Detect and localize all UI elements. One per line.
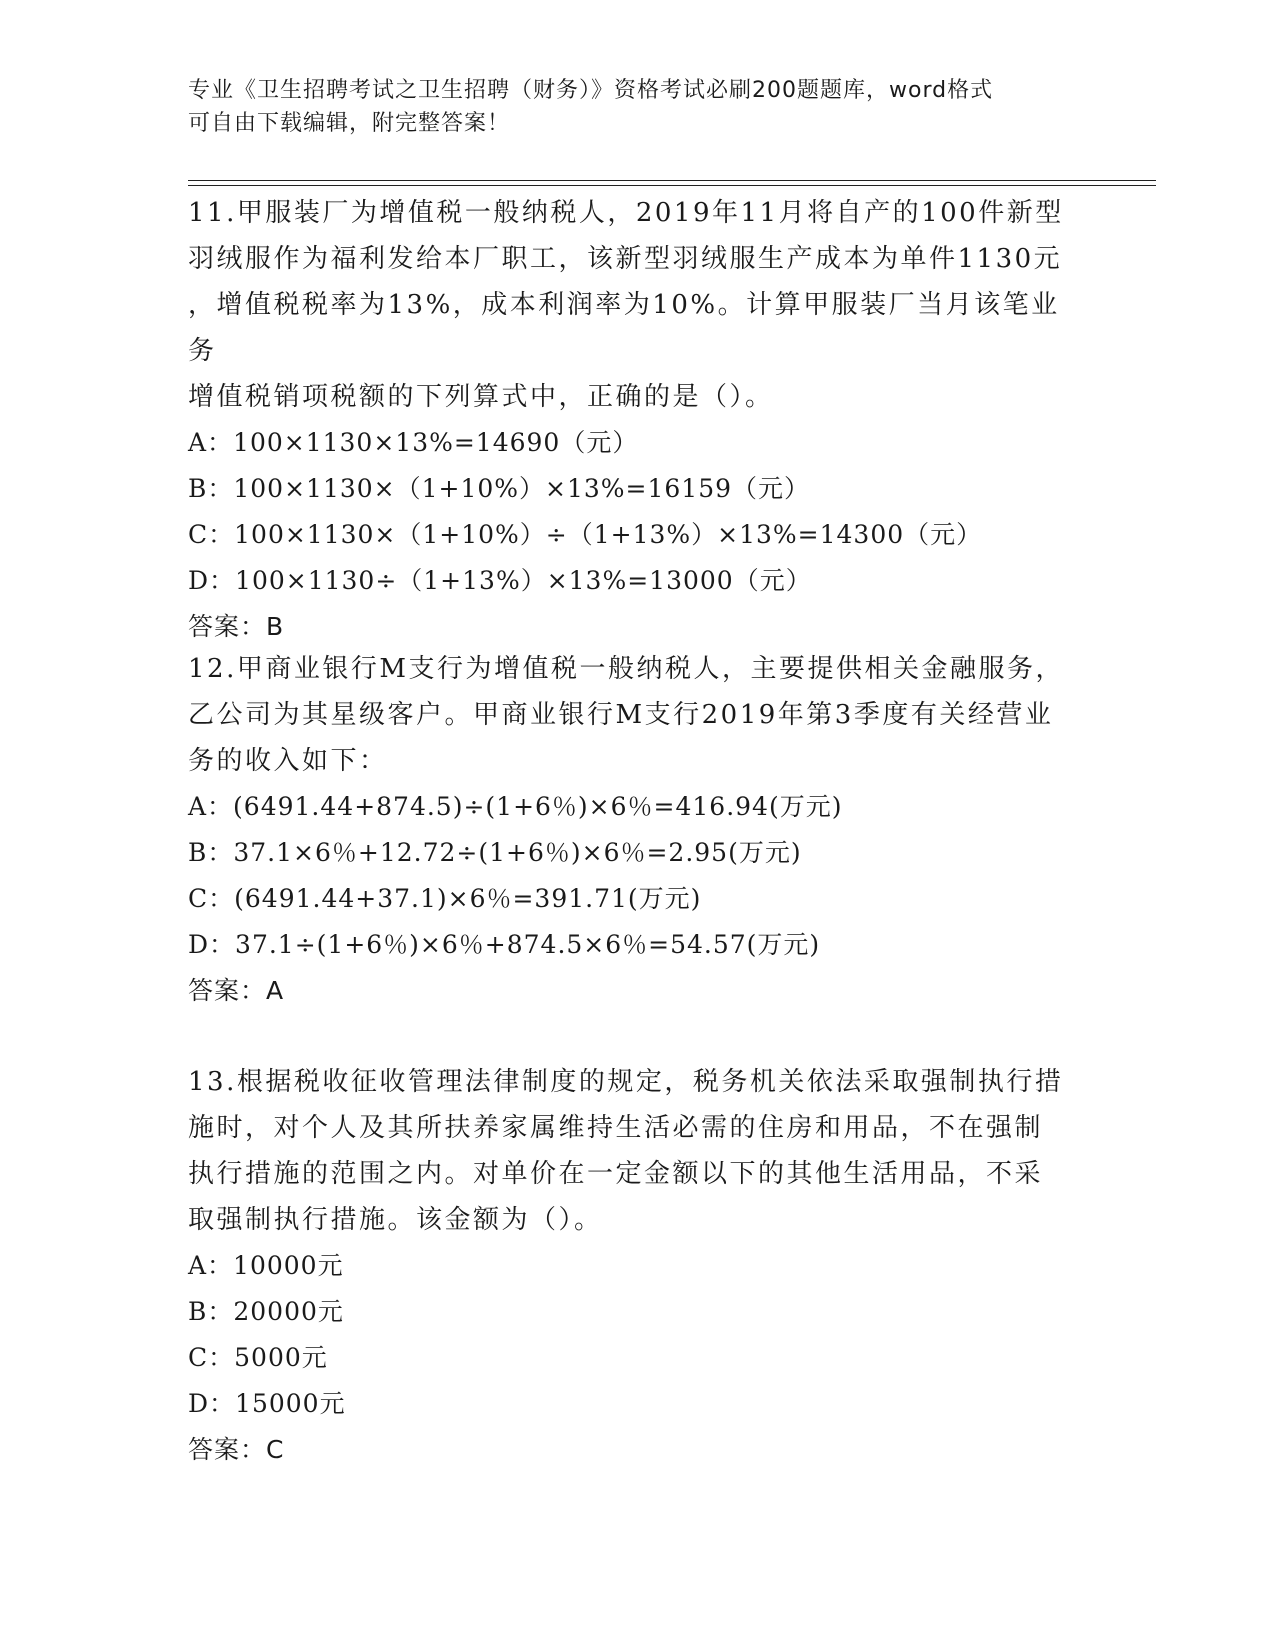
question-stem-line: 执行措施的范围之内。对单价在一定金额以下的其他生活用品，不采 [188,1159,1044,1189]
question-stem-line: 施时，对个人及其所扶养家属维持生活必需的住房和用品，不在强制 [188,1113,1044,1143]
question-stem-line: 13.根据税收征收管理法律制度的规定，税务机关依法采取强制执行措 [188,1067,1064,1097]
question-stem-line: 增值税销项税额的下列算式中，正确的是（）。 [188,382,774,412]
answer: 答案：C [188,1435,285,1464]
option-a: A：(6491.44+874.5)÷(1+6％)×6％=416.94(万元) [188,792,843,821]
option-d: D：100×1130÷（1+13%）×13%=13000（元） [188,566,812,595]
option-a: A：100×1130×13%=14690（元） [188,428,639,457]
question-stem-line: 乙公司为其星级客户。甲商业银行M支行2019年第3季度有关经营业 [188,700,1054,730]
question-stem-line: 羽绒服作为福利发给本厂职工，该新型羽绒服生产成本为单件1130元 [188,244,1063,274]
header-line-1: 专业《卫生招聘考试之卫生招聘（财务）》资格考试必刷200题题库，word格式 [188,78,994,103]
header-line-2: 可自由下载编辑，附完整答案！ [188,111,511,136]
option-b: B：100×1130×（1+10%）×13%=16159（元） [188,474,811,503]
option-d: D：37.1÷(1+6％)×6％+874.5×6％=54.57(万元) [188,930,821,959]
option-a: A：10000元 [188,1251,344,1280]
option-d: D：15000元 [188,1389,346,1418]
question-12 [188,646,1088,1014]
question-stem-line: 12.甲商业银行M支行为增值税一般纳税人，主要提供相关金融服务， [188,654,1064,684]
answer: 答案：A [188,976,285,1005]
question-stem-line: 务的收入如下： [188,746,388,776]
option-c: C：5000元 [188,1343,328,1372]
document-header [188,74,1068,140]
option-c: C：100×1130×（1+10%）÷（1+13%）×13%=14300（元） [188,520,983,549]
header-rule-bottom [188,185,1156,186]
question-stem-line: 11.甲服装厂为增值税一般纳税人，2019年11月将自产的100件新型 [188,198,1064,228]
header-rule-top [188,180,1156,181]
question-stem-line: ，增值税税率为13%，成本利润率为10%。计算甲服装厂当月该笔业务 [188,290,1060,366]
question-stem-line: 取强制执行措施。该金额为（）。 [188,1205,603,1235]
answer: 答案：B [188,612,285,641]
option-c: C：(6491.44+37.1)×6％=391.71(万元) [188,884,702,913]
option-b: B：37.1×6％+12.72÷(1+6％)×6％=2.95(万元) [188,838,802,867]
question-11 [188,190,1088,650]
question-13 [188,1059,1088,1473]
option-b: B：20000元 [188,1297,344,1326]
